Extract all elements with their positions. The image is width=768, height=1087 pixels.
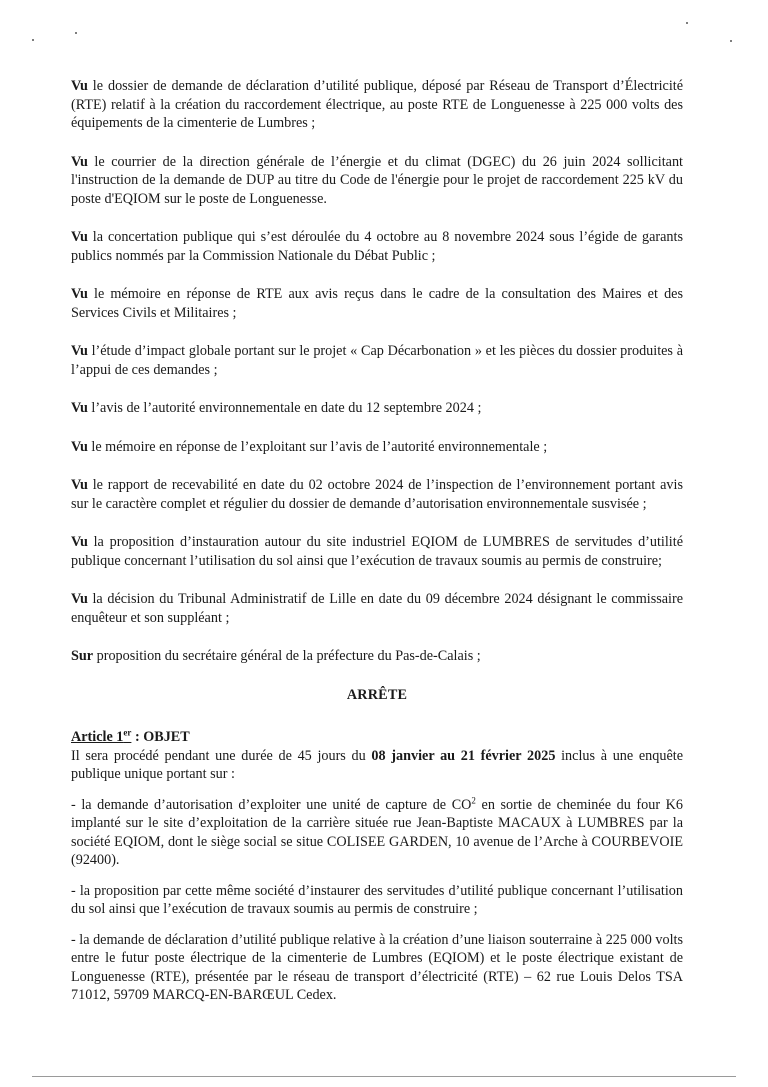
considerant-keyword: Vu xyxy=(71,286,88,302)
considerant-6 xyxy=(71,399,683,418)
considerant-9 xyxy=(71,533,683,570)
considerant-keyword: Vu xyxy=(71,400,88,416)
considerant-keyword: Vu xyxy=(71,343,88,359)
considerant-7 xyxy=(71,438,683,457)
considerant-keyword: Vu xyxy=(71,591,88,607)
considerant-3 xyxy=(71,228,683,265)
considerant-keyword: Vu xyxy=(71,438,88,455)
article-1-item-1: - la demande d’autorisation d’exploiter une unité de capture de $CO^2$ en sortie de cheminée du four K6 implanté sur le site d’exploitation de la carrière située rue Jean-Baptiste MACAUX à LUMBRES par la société EQIOM, dont le siège social se situe COLISEE GARDEN, 10 avenue de l’Arche à COURBEVOIE (92400). xyxy=(71,794,683,868)
considerant-keyword: Vu xyxy=(71,153,88,170)
considerant-8 xyxy=(71,476,683,513)
scan-speck xyxy=(730,40,732,42)
document-page xyxy=(71,77,683,1017)
page-bottom-edge xyxy=(32,1076,736,1077)
article-number: Article 1er xyxy=(71,727,132,745)
article-heading-text: : OBJET xyxy=(131,729,190,745)
scan-speck xyxy=(32,39,34,41)
considerant-text: la décision du Tribunal Administratif de Lille en date du 09 décembre 2024 désignant le commissaire enquêteur et son suppléant ; xyxy=(71,591,683,626)
considerant-10 xyxy=(71,590,683,627)
considerant-text: l’avis de l’autorité environnementale en date du 12 septembre 2024 ; xyxy=(87,400,482,416)
article-1-heading xyxy=(71,728,683,747)
considerant-text: le rapport de recevabilité en date du 02 octobre 2024 de l’inspection de l’environnement portant avis sur le caractère complet et régulier du dossier de demande d’autorisation environnementale susvisée ; xyxy=(71,477,683,512)
scan-speck xyxy=(686,22,688,24)
considerant-4 xyxy=(71,285,683,322)
considerant-keyword: Sur xyxy=(71,648,94,664)
considerant-1 xyxy=(71,77,683,133)
considerant-keyword: Vu xyxy=(71,229,88,245)
considerant-5 xyxy=(71,342,683,379)
considerant-2 xyxy=(71,153,683,209)
considerant-text: le mémoire en réponse de RTE aux avis reçus dans le cadre de la consultation des Maires et des Services Civils et Militaires ; xyxy=(71,286,683,321)
considerant-text: proposition du secrétaire général de la préfecture du Pas-de-Calais ; xyxy=(93,648,481,664)
considerant-text: le courrier de la direction générale de l’énergie et du climat (DGEC) du 26 juin 2024 sollicitant l'instruction de la demande de DUP au titre du Code de l'énergie pour le projet de raccordement 225 kV du poste d'EQIOM sur le poste de Longuenesse. xyxy=(71,153,683,207)
considerant-keyword: Vu xyxy=(71,78,88,94)
article-1-intro: Il sera procédé pendant une durée de 45 jours du 08 janvier au 21 février 2025 inclus à une enquête publique unique portant sur : xyxy=(71,747,683,782)
considerant-text: la concertation publique qui s’est déroulée du 4 octobre au 8 novembre 2024 sous l’égide de garants publics nommés par la Commission Nationale du Débat Public ; xyxy=(71,229,683,264)
decision-title: ARRÊTE xyxy=(346,686,408,703)
considerant-11 xyxy=(71,647,683,666)
article-1-item-2: - la proposition par cette même société d’instaurer des servitudes d’utilité publique concernant l’utilisation du sol ainsi que l’exécution de travaux soumis au permis de construire ; xyxy=(71,882,683,917)
article-1-item-3: - la demande de déclaration d’utilité publique relative à la création d’une liaison souterraine à 225 000 volts entre le futur poste électrique de la cimenterie de Lumbres (EQIOM) et le poste électrique existant de Longuenesse (RTE), présentée par le réseau de transport d’électricité (RTE) – 62 rue Louis Delos TSA 71012, 59709 MARCQ-EN-BARŒUL Cedex. xyxy=(71,931,683,1003)
considerant-text: le dossier de demande de déclaration d’utilité publique, déposé par Réseau de Transport d’Électricité (RTE) relatif à la création du raccordement électrique, au poste RTE de Longuenesse à 225 000 volts des équipements de la cimenterie de Lumbres ; xyxy=(71,78,683,131)
considerant-text: l’étude d’impact globale portant sur le projet « Cap Décarbonation » et les pièces du dossier produites à l’appui de ces demandes ; xyxy=(71,343,683,378)
considerant-text: le mémoire en réponse de l’exploitant sur l’avis de l’autorité environnementale ; xyxy=(87,438,548,455)
scan-speck xyxy=(75,32,77,34)
considerant-keyword: Vu xyxy=(71,477,88,493)
considerant-text: la proposition d’instauration autour du site industriel EQIOM de LUMBRES de servitudes d’utilité publique concernant l’utilisation du sol ainsi que l’exécution de travaux soumis au permis de construire; xyxy=(71,534,683,569)
enquiry-dates: 08 janvier au 21 février 2025 xyxy=(371,747,556,764)
considerant-keyword: Vu xyxy=(71,534,88,550)
